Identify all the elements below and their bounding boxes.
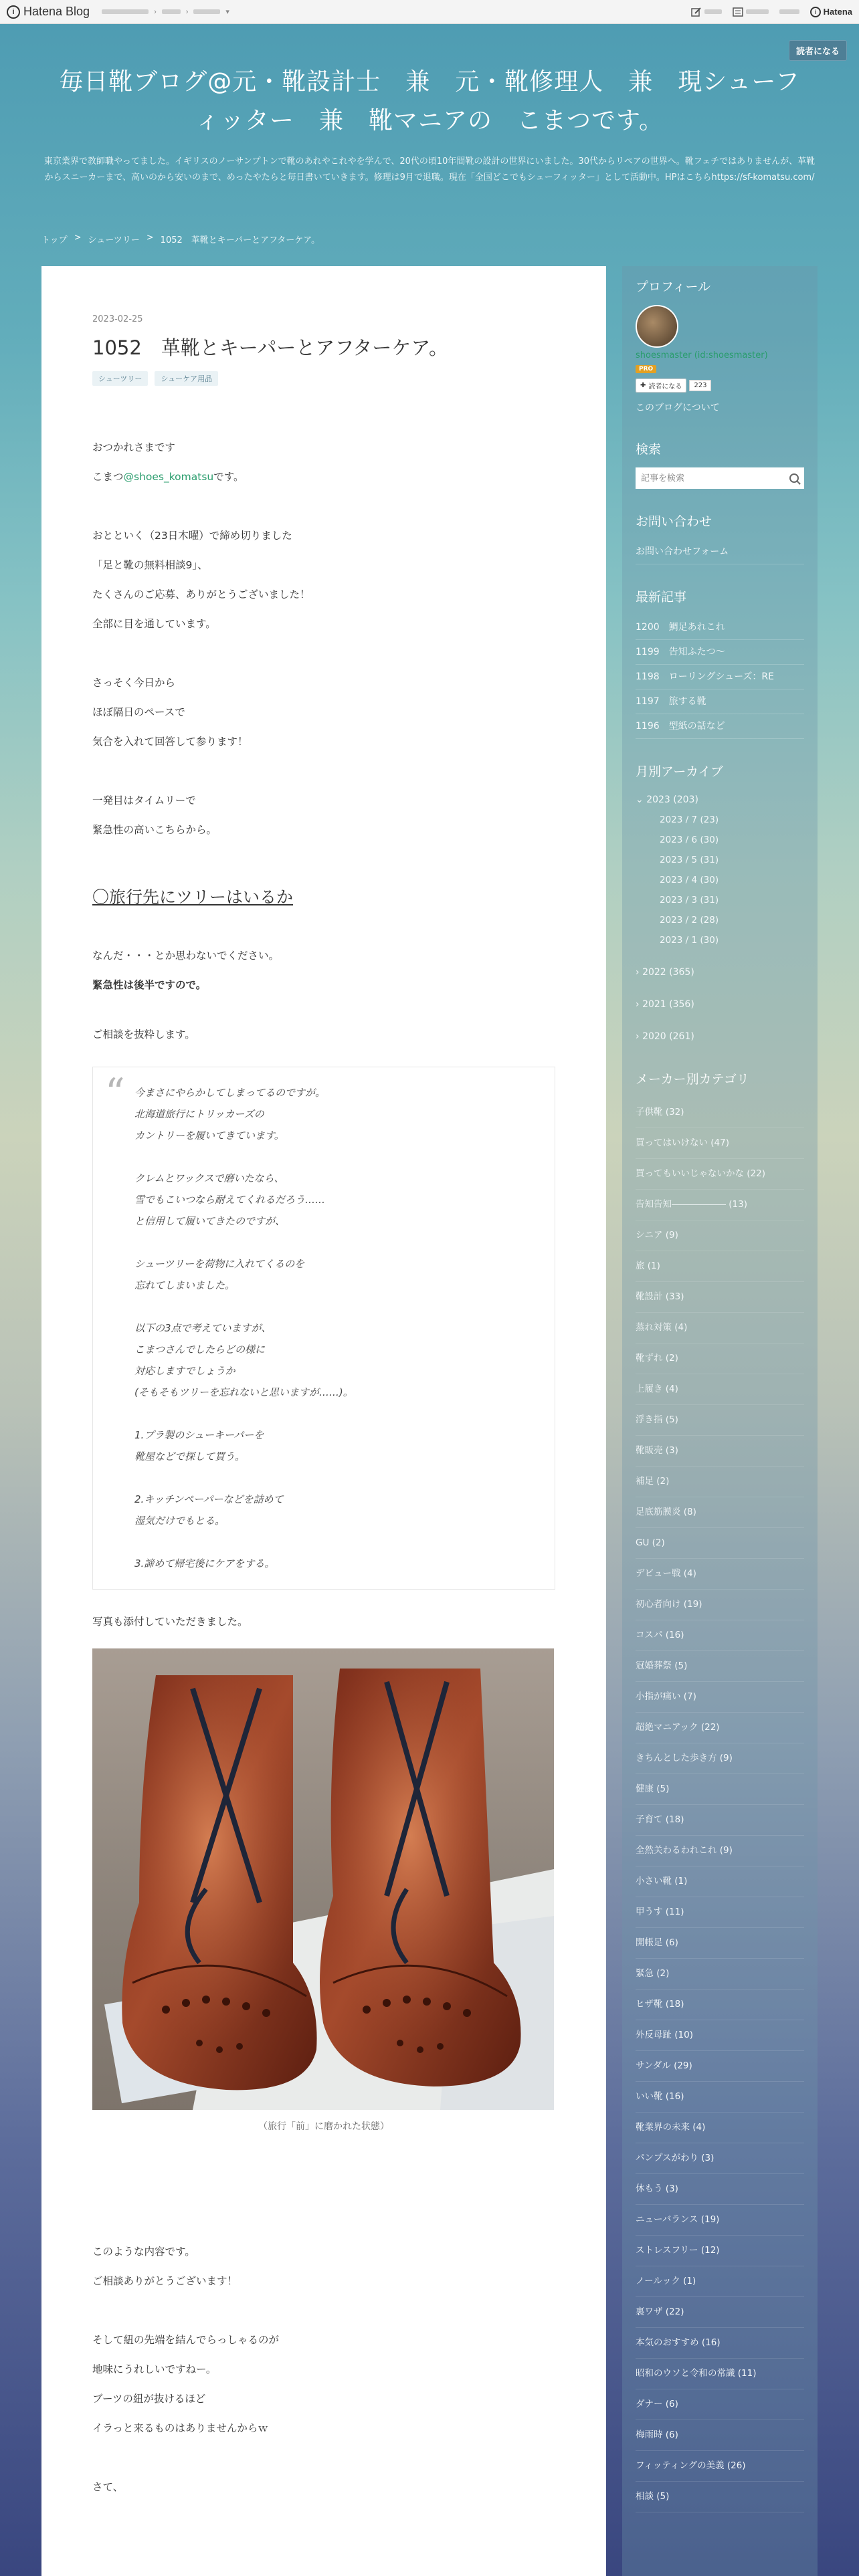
paragraph: おとといく（23日木曜）で締め切りました [92, 530, 292, 542]
category-link[interactable]: ストレスフリー (12) [636, 2236, 804, 2266]
category-link[interactable]: 靴業界の未来 (4) [636, 2113, 804, 2143]
category-link[interactable]: サンダル (29) [636, 2051, 804, 2082]
about-blog-link[interactable]: このブログについて [636, 403, 720, 413]
quote-line [134, 1403, 535, 1424]
category-link[interactable]: 裏ワザ (22) [636, 2297, 804, 2328]
category-link[interactable]: 緊急 (2) [636, 1959, 804, 1990]
blog-header [0, 24, 859, 225]
breadcrumb [41, 233, 320, 245]
category-link[interactable]: 買ってはいけない (47) [636, 1128, 804, 1159]
paragraph: 緊急性は後半ですので。 [92, 979, 207, 991]
recent-heading: 最新記事 [636, 590, 687, 605]
twitter-link[interactable]: @shoes_komatsu [123, 471, 214, 483]
category-link[interactable]: 補足 (2) [636, 1467, 804, 1497]
category-link[interactable]: 靴設計 (33) [636, 1282, 804, 1313]
profile-heading: プロフィール [636, 280, 711, 294]
quote-line: 対応しますでしょうか [134, 1365, 235, 1377]
category-link[interactable]: 子供靴 (32) [636, 1097, 804, 1128]
chevron-down-icon: ⌄ [636, 794, 647, 805]
paragraph: ブーツの紐が抜けるほど [92, 2393, 206, 2405]
blockquote [92, 1067, 555, 1590]
category-link[interactable]: 健康 (5) [636, 1774, 804, 1805]
category-link[interactable]: いい靴 (16) [636, 2082, 804, 2113]
category-link[interactable]: 休もう (3) [636, 2174, 804, 2205]
quote-line: 湿気だけでもとる。 [134, 1515, 225, 1527]
category-link[interactable]: ニューバランス (19) [636, 2205, 804, 2236]
category-heading: メーカー別カテゴリ [636, 1072, 749, 1087]
category-link[interactable]: 超絶マニアック (22) [636, 1713, 804, 1743]
category-link[interactable]: 子育て (18) [636, 1805, 804, 1836]
logo-text: Hatena Blog [23, 5, 90, 18]
category-link[interactable]: 靴販売 (3) [636, 1436, 804, 1467]
photo-caption: （旅行「前」に磨かれた状態） [258, 2121, 389, 2132]
recent-entry-link[interactable]: 1196 型紙の話など [636, 714, 804, 739]
chevron-right-icon: › [636, 967, 643, 978]
edit-icon [691, 7, 702, 17]
top-right-menu [691, 7, 852, 17]
category-link[interactable]: 初心者向け (19) [636, 1590, 804, 1620]
archive-year-2023[interactable]: ⌄ 2023 (203) [636, 794, 698, 805]
breadcrumb-top[interactable]: トップ [41, 235, 68, 245]
archive-month-link[interactable]: 2023 / 3 (31) [660, 895, 719, 905]
paragraph: ご相談を抜粋します。 [92, 1029, 195, 1041]
category-link[interactable]: 靴ずれ (2) [636, 1344, 804, 1374]
paragraph: そして紐の先端を結んでらっしゃるのが [92, 2334, 280, 2346]
breadcrumb-category[interactable]: シューツリー [88, 235, 140, 245]
paragraph: こまつ@shoes_komatsuです。 [92, 471, 244, 483]
archive-year-2021[interactable]: › 2021 (356) [636, 999, 694, 1010]
quote-line: 1.プラ製のシューキーパーを [134, 1429, 264, 1441]
recent-entry-link[interactable]: 1200 鯛足あれこれ [636, 615, 804, 640]
category-link[interactable]: 旅 (1) [636, 1251, 804, 1282]
breadcrumb-separator: > [74, 233, 82, 243]
category-link[interactable]: 全然关わるわれこれ (9) [636, 1836, 804, 1866]
quote-line: クレムとワックスで磨いたなら、 [134, 1172, 284, 1184]
sidebar [622, 266, 818, 2576]
paragraph: 全部に目を通しています。 [92, 618, 216, 630]
article-date[interactable]: 2023-02-25 [92, 314, 143, 324]
category-link[interactable]: 昭和のウソと令和の常識 (11) [636, 2359, 804, 2389]
quote-mark-icon: “ [105, 1070, 125, 1115]
quote-line: と信用して履いてきたのですが、 [134, 1215, 286, 1227]
paragraph: さっそく今日から [92, 677, 176, 689]
paragraph: なんだ・・・とか思わないでください。 [92, 950, 280, 962]
category-link[interactable]: 小さい靴 (1) [636, 1866, 804, 1897]
category-link[interactable]: 上履き (4) [636, 1374, 804, 1405]
search-box [636, 467, 804, 489]
quote-line: 以下の3点で考えていますが、 [134, 1322, 272, 1334]
quote-line: カントリーを履いてきています。 [134, 1130, 284, 1142]
archive-month-link[interactable]: 2023 / 7 (23) [660, 815, 719, 825]
category-link[interactable]: ヒザ靴 (18) [636, 1990, 804, 2020]
category-link[interactable]: 小指が痛い (7) [636, 1682, 804, 1713]
search-icon[interactable] [789, 473, 799, 483]
quote-line [134, 1146, 535, 1168]
archive-month-link[interactable]: 2023 / 6 (30) [660, 835, 719, 845]
paragraph: このような内容です。 [92, 2246, 195, 2258]
category-link[interactable]: 蒸れ対策 (4) [636, 1313, 804, 1344]
category-link[interactable]: パンプスがわり (3) [636, 2143, 804, 2174]
quote-line: 3.諦めて帰宅後にケアをする。 [134, 1558, 275, 1570]
quote-line [134, 1467, 535, 1489]
article-title[interactable]: 1052 革靴とキーパーとアフターケア。 [92, 336, 449, 359]
category-link[interactable]: ダナー (6) [636, 2389, 804, 2420]
paragraph: 一発目はタイムリーで [92, 794, 196, 807]
paragraph: ご相談ありがとうございます！ [92, 2275, 238, 2287]
category-link[interactable]: 本気のおすすめ (16) [636, 2328, 804, 2359]
avatar[interactable] [636, 305, 678, 348]
quote-line: 2.キッチンペーパーなどを詰めて [134, 1493, 284, 1505]
category-link[interactable]: 相談 (5) [636, 2482, 804, 2512]
paragraph: おつかれさまです [92, 441, 175, 453]
top-bar [0, 0, 859, 24]
top-nav-placeholder: › › ▾ [102, 7, 229, 16]
dashboard-icon [733, 7, 743, 17]
paragraph: 緊急性の高いこちらから。 [92, 824, 217, 836]
category-link[interactable]: 足底筋膜炎 (8) [636, 1497, 804, 1528]
recent-entry-link[interactable]: 1198 ローリングシューズ：RE [636, 665, 804, 689]
boots-photo[interactable] [92, 1648, 554, 2110]
category-module [636, 1071, 804, 2512]
breadcrumb-current: 1052 革靴とキーパーとアフターケア。 [160, 235, 320, 245]
article-tags [92, 371, 555, 386]
search-heading: 検索 [636, 442, 662, 457]
contact-form-link[interactable]: お問い合わせフォーム [636, 540, 804, 564]
archive-year-2022[interactable]: › 2022 (365) [636, 967, 694, 978]
article-body [92, 433, 555, 2502]
dashboard-button[interactable] [733, 7, 769, 17]
article [41, 266, 606, 2576]
tag-shoe-tree[interactable]: シューツリー [92, 371, 148, 386]
archive-month-link[interactable]: 2023 / 1 (30) [660, 935, 719, 946]
archive-month-link[interactable]: 2023 / 4 (30) [660, 875, 719, 885]
quote-line [134, 1296, 535, 1317]
chevron-right-icon: › [636, 1031, 643, 1042]
account-menu[interactable] [779, 9, 799, 14]
hatena-icon: i [810, 7, 821, 17]
archive-heading: 月別アーカイブ [636, 764, 723, 779]
archive-module [636, 763, 804, 1047]
quote-line: 忘れてしまいました。 [134, 1279, 235, 1291]
quote-line: (そもそもツリーを忘れないと思いますが……)。 [134, 1386, 353, 1398]
category-link[interactable]: シニア (9) [636, 1220, 804, 1251]
plus-icon: ✚ [640, 382, 646, 389]
category-link[interactable]: コスパ (16) [636, 1620, 804, 1651]
subscribe-button[interactable]: 読者になる [789, 40, 847, 61]
paragraph: 気合を入れて回答して参ります！ [92, 736, 248, 748]
section-heading: 〇旅行先にツリーはいるか [92, 887, 294, 907]
category-link[interactable]: 告知告知―――――― (13) [636, 1190, 804, 1220]
recent-module [636, 588, 804, 739]
hatena-menu[interactable]: i Hatena [810, 7, 852, 17]
archive-month-link[interactable]: 2023 / 5 (31) [660, 855, 719, 865]
archive-month-link[interactable]: 2023 / 2 (28) [660, 915, 719, 926]
quote-line [134, 1232, 535, 1253]
archive-year-2020[interactable]: › 2020 (261) [636, 1031, 694, 1042]
quote-line: 雪でもこいつなら耐えてくれるだろう…… [134, 1194, 326, 1206]
paragraph: さて、 [92, 2481, 124, 2493]
quote-line: こまつさんでしたらどの様に [134, 1344, 266, 1356]
category-link[interactable]: デビュー戦 (4) [636, 1559, 804, 1590]
tag-shoe-care[interactable]: シューケア用品 [155, 371, 218, 386]
category-link[interactable]: 冠婚葬祭 (5) [636, 1651, 804, 1682]
paragraph: 「足と靴の無料相談9」、 [92, 559, 208, 571]
contact-heading: お問い合わせ [636, 514, 712, 529]
search-module [636, 441, 804, 489]
hatena-logo-icon: i [7, 5, 20, 19]
paragraph: たくさんのご応募、ありがとうございました！ [92, 588, 310, 601]
category-link[interactable]: 浮き指 (5) [636, 1405, 804, 1436]
paragraph: 地味にうれしいですねー。 [92, 2363, 217, 2375]
recent-entry-link[interactable]: 1199 告知ふたつ〜 [636, 640, 804, 665]
hatena-blog-logo[interactable] [7, 5, 90, 19]
quote-line: シューツリーを荷物に入れてくるのを [134, 1258, 305, 1270]
breadcrumb-separator: > [146, 233, 154, 243]
category-link[interactable]: 買ってもいいじゃないかな (22) [636, 1159, 804, 1190]
username-link[interactable]: shoesmaster (id:shoesmaster) [636, 350, 768, 360]
paragraph: イラっと来るものはありませんからｗ [92, 2422, 268, 2434]
paragraph: 写真も添付していただきました。 [92, 1616, 248, 1628]
search-input[interactable] [641, 473, 789, 484]
write-button[interactable] [691, 7, 722, 17]
blog-title[interactable]: 毎日靴ブログ@元・靴設計士 兼 元・靴修理人 兼 現シューフィッター 兼 靴マニアの こまつです。 [59, 68, 800, 134]
boots-image [92, 1648, 554, 2110]
category-link[interactable]: 開帳足 (6) [636, 1928, 804, 1959]
contact-module [636, 513, 804, 564]
chevron-right-icon: › [636, 999, 643, 1010]
quote-line: 今まさにやらかしてしまってるのですが。 [134, 1087, 326, 1099]
blog-description: 東京業界で教師職やってました。イギリスのノーサンプトンで靴のあれやこれやを学んで、20代の頃10年間靴の設計の世界にいました。30代からリペアの世界へ。靴フェチではありませんが、革靴からスニーカーまで、高いのから安いのまで、めったやたらと毎日書いていきます。修理は9月で退職。現在「全国どこでもシューフィッター」として活動中。HPはこちらhttps://sf-komatsu.com/ [43, 156, 816, 183]
category-link[interactable]: GU (2) [636, 1528, 804, 1559]
category-link[interactable]: 甲うす (11) [636, 1897, 804, 1928]
reader-count[interactable]: 223 [689, 380, 711, 391]
quote-line [134, 1531, 535, 1553]
profile-module [636, 278, 804, 417]
quote-line: 北海道旅行にトリッカーズの [134, 1108, 264, 1120]
category-link[interactable]: きちんとした歩き方 (9) [636, 1743, 804, 1774]
subscribe-small-button[interactable]: ✚ 読者になる [636, 379, 686, 393]
category-link[interactable]: 梅雨時 (6) [636, 2420, 804, 2451]
recent-entry-link[interactable]: 1197 旅する靴 [636, 689, 804, 714]
category-link[interactable]: フィッティングの美義 (26) [636, 2451, 804, 2482]
category-link[interactable]: ノールック (1) [636, 2266, 804, 2297]
quote-line: 靴屋などで探して買う。 [134, 1451, 246, 1463]
category-link[interactable]: 外反母趾 (10) [636, 2020, 804, 2051]
pro-badge: PRO [636, 365, 656, 373]
paragraph: ほぼ隔日のペースで [92, 706, 185, 718]
